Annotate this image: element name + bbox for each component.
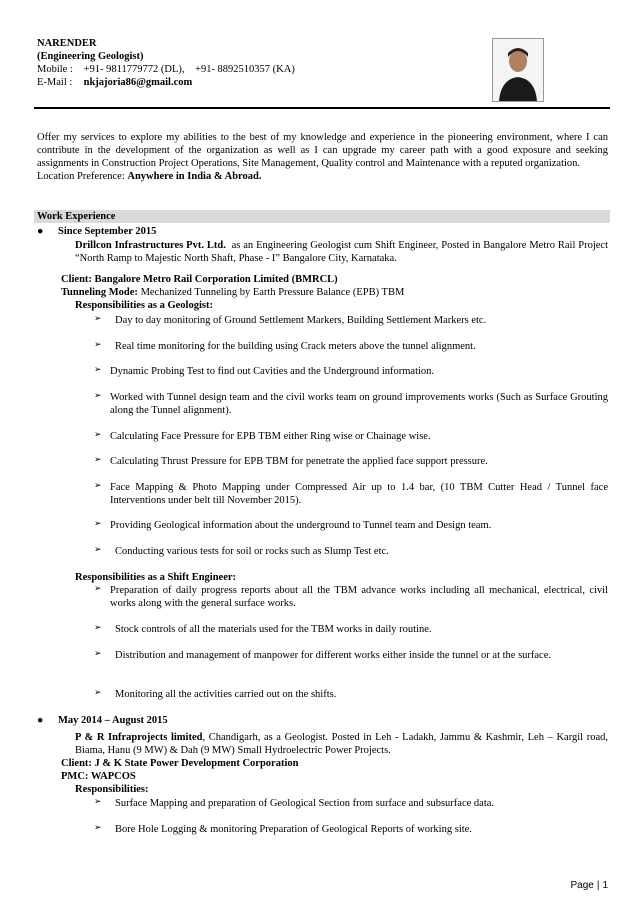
page-separator: |	[596, 880, 600, 891]
location-value: Anywhere in India & Abroad.	[127, 171, 262, 183]
list-item: ➢ Worked with Tunnel design team and the civil works team on ground improvements works (Such as Surface Grouting along the Tunnel alignment).	[94, 391, 608, 417]
job2-desc: , Chandigarh, as a Geologist. Posted in Leh - Ladakh, Jammu & Kashmir, Leh – Kargil road, Biama, Hanu (9 MW) & Dah (9 MW) Small Hydroelectric Power Projects.	[75, 732, 608, 757]
list-item: ➢ Calculating Face Pressure for EPB TBM either Ring wise or Chainage wise.	[94, 430, 431, 442]
job1-tunneling	[61, 286, 404, 299]
job1-period-line	[37, 225, 156, 238]
job2-period: May 2014 – August 2015	[58, 715, 168, 726]
job1-tunneling-value: Mechanized Tunneling by Earth Pressure Balance (EPB) TBM	[137, 287, 405, 298]
arrow-bullet-icon: ➢	[94, 823, 102, 833]
job2-resp-heading: Responsibilities:	[75, 784, 149, 795]
location-label: Location Preference:	[37, 171, 125, 183]
arrow-bullet-icon: ➢	[94, 797, 102, 807]
page-footer	[570, 880, 608, 893]
arrow-bullet-icon: ➢	[94, 688, 102, 698]
list-item: ➢ Distribution and management of manpower for different works either inside the tunnel or at the surface.	[94, 649, 552, 661]
page-label: Page	[570, 880, 594, 891]
candidate-name: NARENDER	[37, 38, 97, 49]
job1-desc: as an Engineering Geologist cum Shift Engineer, Posted in Bangalore Metro Rail Project “North Ramp to Majestic North Shaft, Phase - I” Bangalore City, Karnataka.	[75, 240, 611, 265]
list-item: ➢ Conducting various tests for soil or rocks such as Slump Test etc.	[94, 545, 389, 557]
job1-shift-heading: Responsibilities as a Shift Engineer:	[75, 572, 237, 583]
email-line	[37, 76, 477, 89]
arrow-bullet-icon: ➢	[94, 365, 102, 375]
arrow-bullet-icon: ➢	[94, 481, 102, 491]
section-work-experience: Work Experience	[34, 210, 610, 223]
mobile-line	[37, 63, 477, 76]
email-value: nkjajoria86@gmail.com	[83, 77, 193, 89]
list-item: ➢ Monitoring all the activities carried out on the shifts.	[94, 688, 337, 700]
location-line	[37, 170, 608, 183]
summary	[37, 131, 608, 184]
mobile-label: Mobile :	[37, 64, 73, 76]
profile-photo	[492, 38, 544, 102]
mobile-value: +91- 9811779772 (DL), +91- 8892510357 (KA)	[83, 64, 295, 76]
list-item: ➢ Real time monitoring for the building using Crack meters above the tunnel alignment.	[94, 340, 476, 352]
arrow-bullet-icon: ➢	[94, 584, 102, 594]
list-item: ➢ Calculating Thrust Pressure for EPB TBM for penetrate the applied face support pressure.	[94, 455, 488, 467]
email-label: E-Mail :	[37, 77, 73, 89]
list-item: ➢ Day to day monitoring of Ground Settlement Markers, Building Settlement Markers etc.	[94, 314, 487, 326]
arrow-bullet-icon: ➢	[94, 455, 102, 465]
arrow-bullet-icon: ➢	[94, 545, 102, 555]
job1-client: Client: Bangalore Metro Rail Corporation Limited (BMRCL)	[61, 274, 338, 285]
bullet-icon: ●	[37, 715, 44, 726]
job2-company: P & R Infraprojects limited	[75, 732, 203, 743]
candidate-title: (Engineering Geologist)	[37, 51, 144, 63]
job2-pmc: PMC: WAPCOS	[61, 771, 136, 782]
list-item: ➢ Face Mapping & Photo Mapping under Compressed Air up to 1.4 bar, (10 TBM Cutter Head / Tunnel face Interventions under belt till November 2015).	[94, 481, 608, 507]
job1-description	[75, 239, 611, 265]
arrow-bullet-icon: ➢	[94, 391, 102, 401]
list-item: ➢ Bore Hole Logging & monitoring Preparation of Geological Reports of working site.	[94, 823, 472, 835]
summary-text: Offer my services to explore my abilities to the best of my knowledge and experience in the pioneering environment, where I can contribute in the development of the organization as well as I can upgrade my career path with a good exposure and seeking assignments in Construction Project Operations, Site Management, Quality control and Maintenance with a reputed organization.	[37, 132, 608, 170]
profile-photo-image	[493, 39, 543, 101]
list-item: ➢ Providing Geological information about the underground to Tunnel team and Design team.	[94, 519, 492, 531]
header-divider	[34, 107, 610, 109]
page-number: 1	[602, 880, 608, 891]
header	[37, 37, 477, 90]
arrow-bullet-icon: ➢	[94, 314, 102, 324]
job1-tunneling-label: Tunneling Mode:	[61, 287, 138, 298]
job2-period-line	[37, 714, 168, 727]
job1-period: Since September 2015	[58, 226, 157, 237]
arrow-bullet-icon: ➢	[94, 340, 102, 350]
list-item: ➢ Preparation of daily progress reports about all the TBM advance works including all mechanical, electrical, civil works along with the general surface works.	[94, 584, 608, 610]
list-item: ➢ Stock controls of all the materials used for the TBM works in daily routine.	[94, 623, 432, 635]
list-item: ➢ Dynamic Probing Test to find out Cavities and the Underground information.	[94, 365, 435, 377]
job2-client: Client: J & K State Power Development Corporation	[61, 758, 299, 769]
list-item: ➢ Surface Mapping and preparation of Geological Section from surface and subsurface data.	[94, 797, 495, 809]
job1-geo-heading: Responsibilities as a Geologist:	[75, 300, 213, 311]
job2-description	[75, 731, 608, 757]
arrow-bullet-icon: ➢	[94, 623, 102, 633]
arrow-bullet-icon: ➢	[94, 430, 102, 440]
arrow-bullet-icon: ➢	[94, 519, 102, 529]
arrow-bullet-icon: ➢	[94, 649, 102, 659]
bullet-icon: ●	[37, 226, 44, 237]
job1-company: Drillcon Infrastructures Pvt. Ltd.	[75, 240, 226, 251]
